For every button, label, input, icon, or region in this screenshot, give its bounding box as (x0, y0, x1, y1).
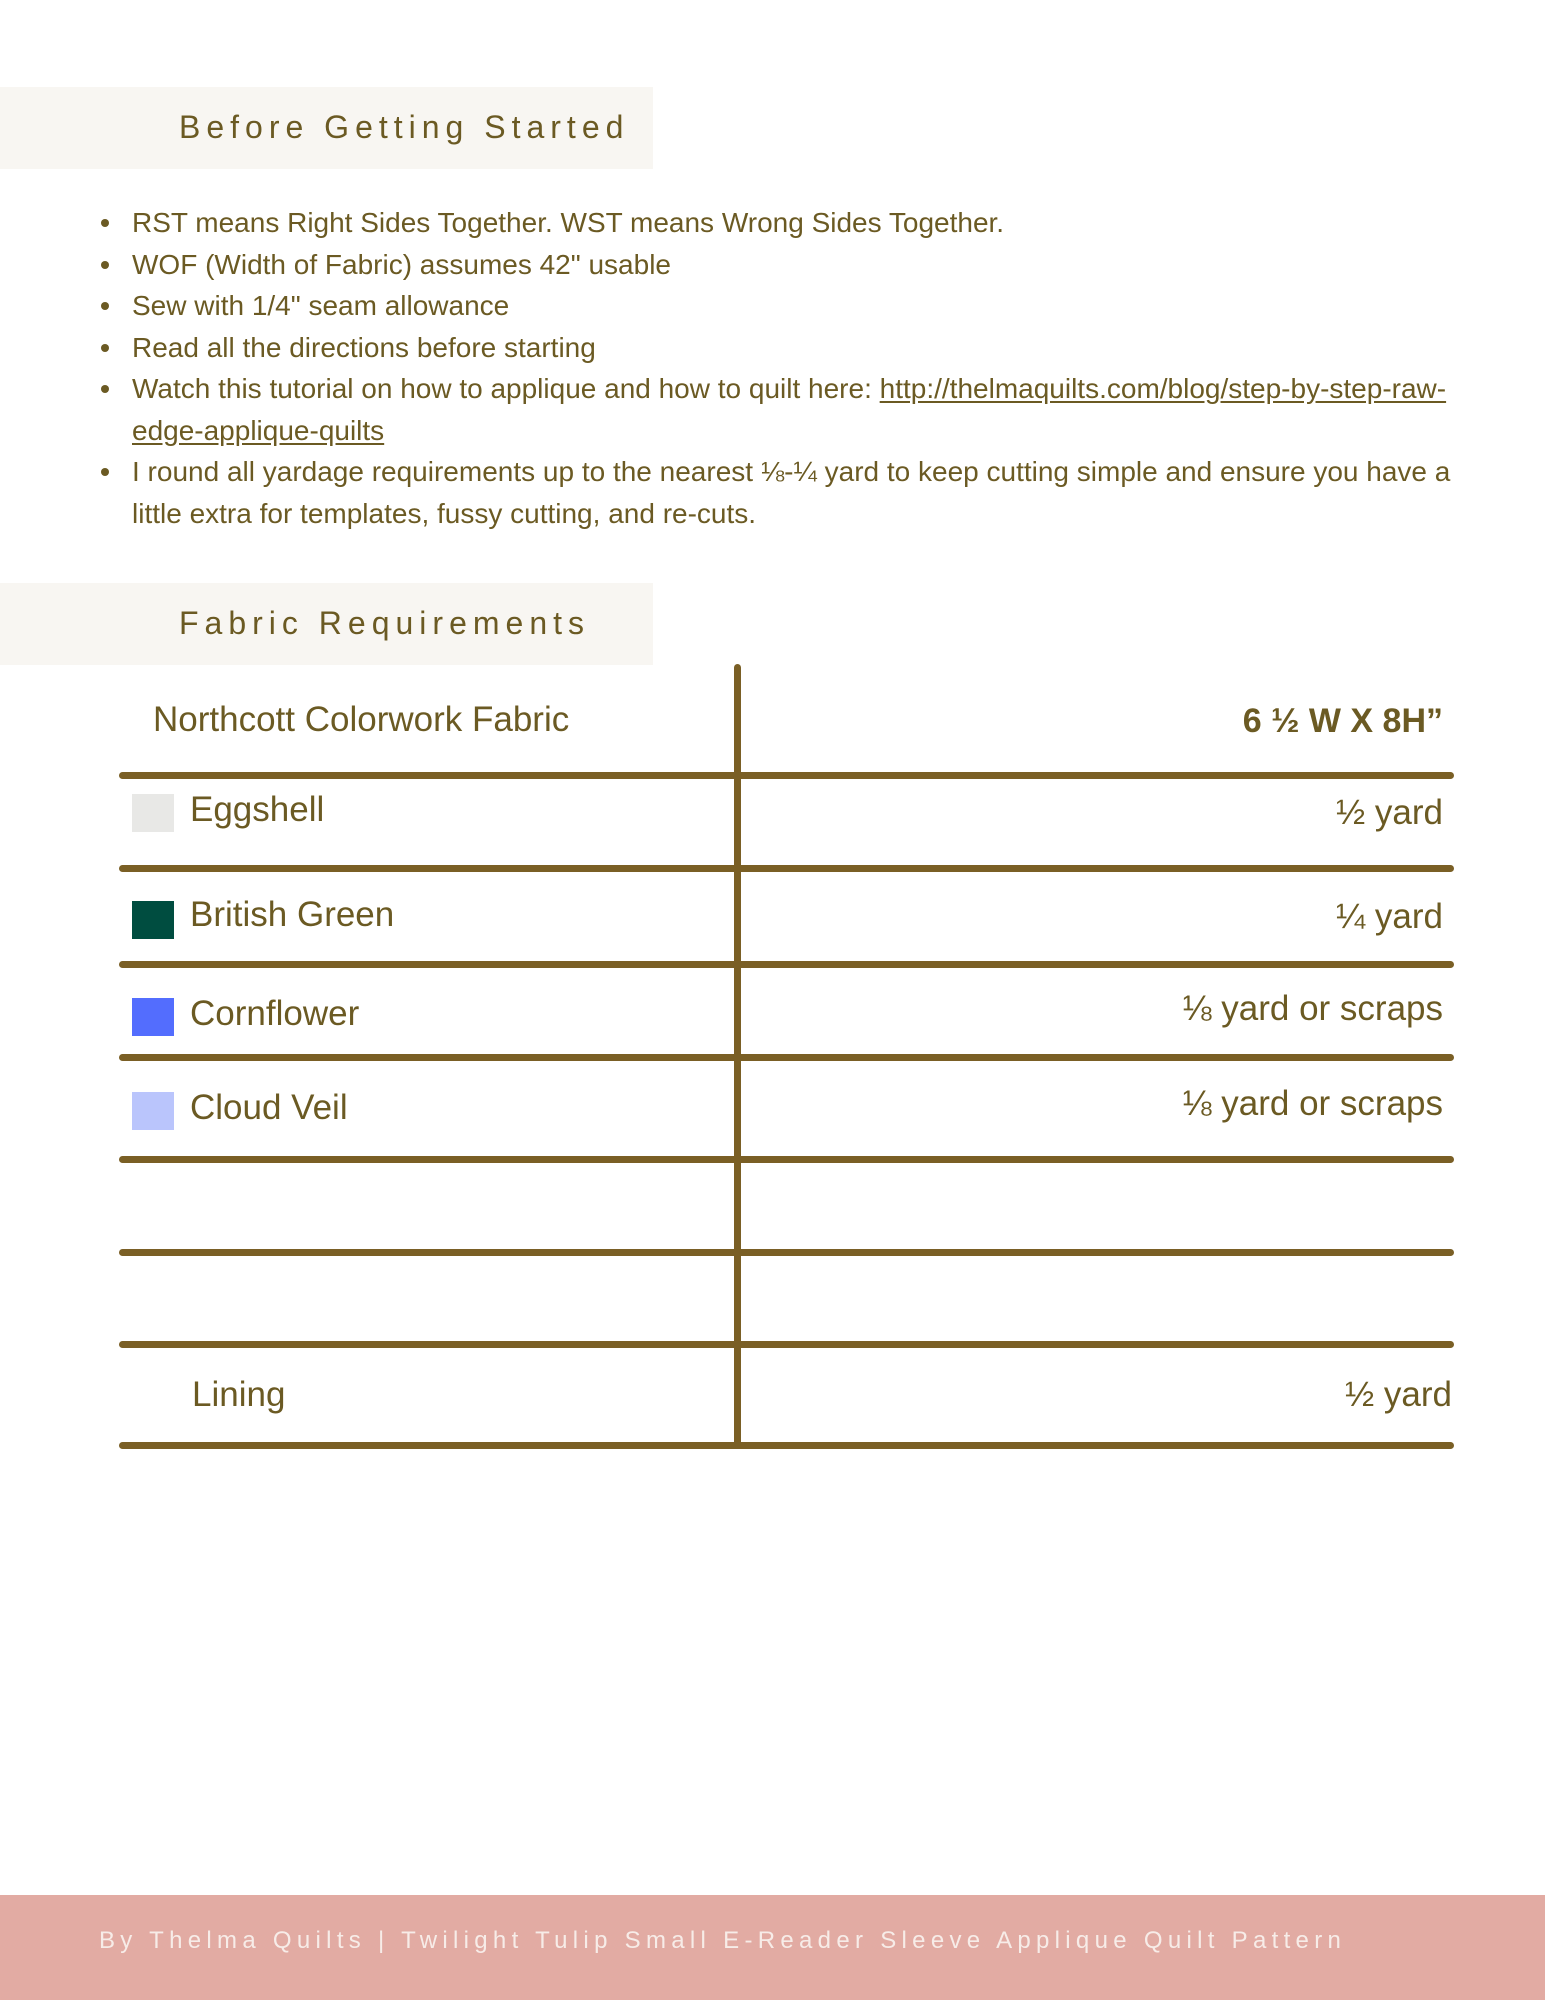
list-item: Read all the directions before starting (97, 327, 1457, 369)
fabric-amount: ⅛ yard or scraps (1182, 1084, 1443, 1123)
row-divider (119, 1054, 1454, 1061)
color-swatch (132, 1092, 174, 1130)
fabric-name: Eggshell (190, 790, 325, 829)
list-item: RST means Right Sides Together. WST means Wrong Sides Together. (97, 202, 1457, 244)
row-divider (119, 865, 1454, 872)
fabric-amount: ½ yard (1336, 793, 1443, 832)
list-item: Sew with 1/4" seam allowance (97, 285, 1457, 327)
color-swatch (132, 998, 174, 1036)
section-title: Fabric Requirements (179, 605, 590, 641)
row-divider (119, 1249, 1454, 1256)
list-item: WOF (Width of Fabric) assumes 42" usable (97, 244, 1457, 286)
section-title: Before Getting Started (179, 109, 630, 145)
fabric-name: British Green (190, 895, 395, 934)
lining-amount: ½ yard (1345, 1375, 1452, 1414)
color-swatch (132, 794, 174, 832)
color-swatch (132, 901, 174, 939)
row-divider (119, 961, 1454, 968)
section-header-fabric (0, 583, 653, 665)
footer (0, 1895, 1545, 2000)
fabric-amount: ⅛ yard or scraps (1182, 989, 1443, 1028)
lining-label: Lining (192, 1375, 286, 1414)
row-divider (119, 1341, 1454, 1348)
tutorial-link[interactable]: http://thelmaquilts.com/blog/step-by-step-raw-edge-applique-quilts (132, 373, 1447, 446)
row-divider (119, 1156, 1454, 1163)
fabric-name: Cloud Veil (190, 1088, 348, 1127)
table-header-right: 6 ½ W X 8H” (1242, 702, 1443, 740)
row-divider (119, 772, 1454, 779)
section-header-before (0, 87, 653, 169)
column-divider (734, 664, 741, 1446)
footer-text: By Thelma Quilts | Twilight Tulip Small E-Reader Sleeve Applique Quilt Pattern (99, 1927, 1347, 1954)
list-item: Watch this tutorial on how to applique and how to quilt here: http://thelmaquilts.com/blog/step-by-step-raw-edge-applique-quilts (97, 368, 1457, 451)
list-item: I round all yardage requirements up to the nearest ⅛-¼ yard to keep cutting simple and ensure you have a little extra for templates, fussy cutting, and re-cuts. (97, 451, 1457, 534)
fabric-amount: ¼ yard (1336, 897, 1443, 936)
fabric-name: Cornflower (190, 994, 360, 1033)
notes-list (97, 202, 1457, 534)
row-divider (119, 1442, 1454, 1449)
table-header-left: Northcott Colorwork Fabric (153, 700, 570, 739)
